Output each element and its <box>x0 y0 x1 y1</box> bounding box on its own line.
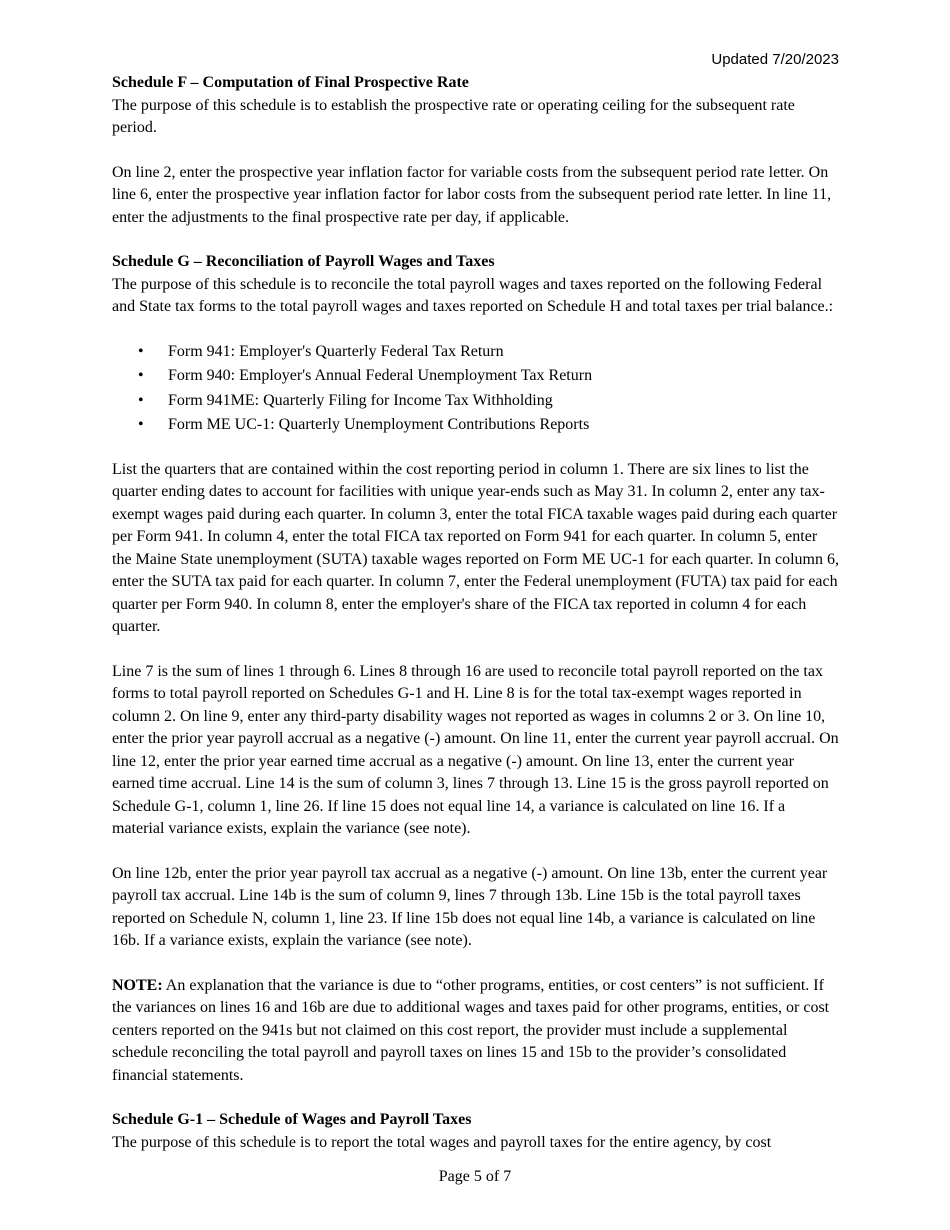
list-item <box>112 365 840 388</box>
spacer <box>112 841 840 863</box>
bullet-icon: • <box>138 391 144 409</box>
spacer <box>112 639 840 661</box>
spacer <box>112 1087 840 1109</box>
spacer <box>112 953 840 975</box>
schedule-f-purpose: The purpose of this schedule is to establish the prospective rate or operating ceiling for the subsequent rate period. <box>112 96 795 136</box>
list-item <box>112 341 840 364</box>
note-label: NOTE: <box>112 976 163 994</box>
schedule-g1-heading: Schedule G-1 – Schedule of Wages and Payroll Taxes <box>112 1111 472 1128</box>
bullet-icon: • <box>138 342 144 360</box>
list-item-text: Form 940: Employer's Annual Federal Unemployment Tax Return <box>168 367 593 384</box>
spacer <box>112 439 840 459</box>
list-item <box>112 390 840 413</box>
schedule-g-tax-instructions: On line 12b, enter the prior year payroll tax accrual as a negative (-) amount. On line 13b, enter the current year payroll tax accrual. Line 14b is the sum of column 9, lines 7 through 13b. Line 15b is the total payroll taxes reported on Schedule N, column 1, line 23. If line 15b does not equal line 14b, a variance is calculated on line 16b. If a variance exists, explain the variance (see note). <box>112 864 828 949</box>
list-item-text: Form ME UC-1: Quarterly Unemployment Contributions Reports <box>168 416 590 433</box>
schedule-g-heading: Schedule G – Reconciliation of Payroll Wages and Taxes <box>112 253 495 270</box>
bullet-icon: • <box>138 416 144 433</box>
note-text: An explanation that the variance is due to “other programs, entities, or cost centers” is not sufficient. If the variances on lines 16 and 16b are due to additional wages and taxes paid for other programs, entities, or cost centers reported on the 941s but not claimed on this cost report, the provider must include a supplemental schedule reconciling the total payroll and payroll taxes on lines 15 and 15b to the provider’s consolidated financial statements. <box>112 976 830 1084</box>
list-item-text: Form 941ME: Quarterly Filing for Income Tax Withholding <box>168 391 553 409</box>
list-item-text: Form 941: Employer's Quarterly Federal Tax Return <box>168 342 504 360</box>
schedule-g1-purpose: The purpose of this schedule is to report the total wages and payroll taxes for the entire agency, by cost <box>112 1133 772 1151</box>
spacer <box>112 229 840 251</box>
schedule-f-instructions: On line 2, enter the prospective year inflation factor for variable costs from the subsequent period rate letter. On line 6, enter the prospective year inflation factor for labor costs from the subsequent period rate letter. In line 11, enter the adjustments to the final prospective rate per day, if applicable. <box>112 163 832 226</box>
page-number: Page 5 of 7 <box>438 1168 512 1185</box>
list-item <box>112 414 840 437</box>
schedule-g-columns-instructions: List the quarters that are contained within the cost reporting period in column 1. There are six lines to list the quarter ending dates to account for facilities with unique year-ends such as May 31. In column 2, enter any tax-exempt wages paid during each quarter. In column 3, enter the total FICA taxable wages paid during each quarter per Form 941. In column 4, enter the total FICA tax reported on Form 941 for each quarter. In column 5, enter the Maine State unemployment (SUTA) taxable wages reported on Form ME UC-1 for each quarter. In column 6, enter the SUTA tax paid for each quarter. In column 7, enter the Federal unemployment (FUTA) tax paid for each quarter per Form 940. In column 8, enter the employer's share of the FICA tax reported in column 4 for each quarter. <box>112 460 839 635</box>
updated-date: Updated 7/20/2023 <box>711 51 839 68</box>
spacer <box>112 319 840 341</box>
schedule-g-lines-instructions: Line 7 is the sum of lines 1 through 6. Lines 8 through 16 are used to reconcile total payroll reported on the tax forms to total payroll reported on Schedules G-1 and H. Line 8 is for the total tax-exempt wages reported in column 2. On line 9, enter any third-party disability wages not reported as wages in columns 2 or 3. On line 10, enter the prior year payroll accrual as a negative (-) amount. On line 11, enter the current year payroll accrual. On line 12, enter the prior year earned time accrual as a negative (-) amount. On line 13, enter the current year earned time accrual. Line 14 is the sum of column 3, lines 7 through 13. Line 15 is the gross payroll reported on Schedule G-1, column 1, line 26. If line 15 does not equal line 14, a variance is calculated on line 16. If a material variance exists, explain the variance (see note). <box>112 662 839 837</box>
tax-form-list <box>112 341 840 437</box>
document-body <box>112 72 840 1154</box>
spacer <box>112 140 840 162</box>
schedule-g-note <box>112 975 840 1088</box>
schedule-g-purpose: The purpose of this schedule is to reconcile the total payroll wages and taxes reported on the following Federal and State tax forms to the total payroll wages and taxes reported on Schedule H and total taxes per trial balance.: <box>112 275 834 315</box>
bullet-icon: • <box>138 367 144 384</box>
schedule-f-heading: Schedule F – Computation of Final Prospective Rate <box>112 74 469 91</box>
